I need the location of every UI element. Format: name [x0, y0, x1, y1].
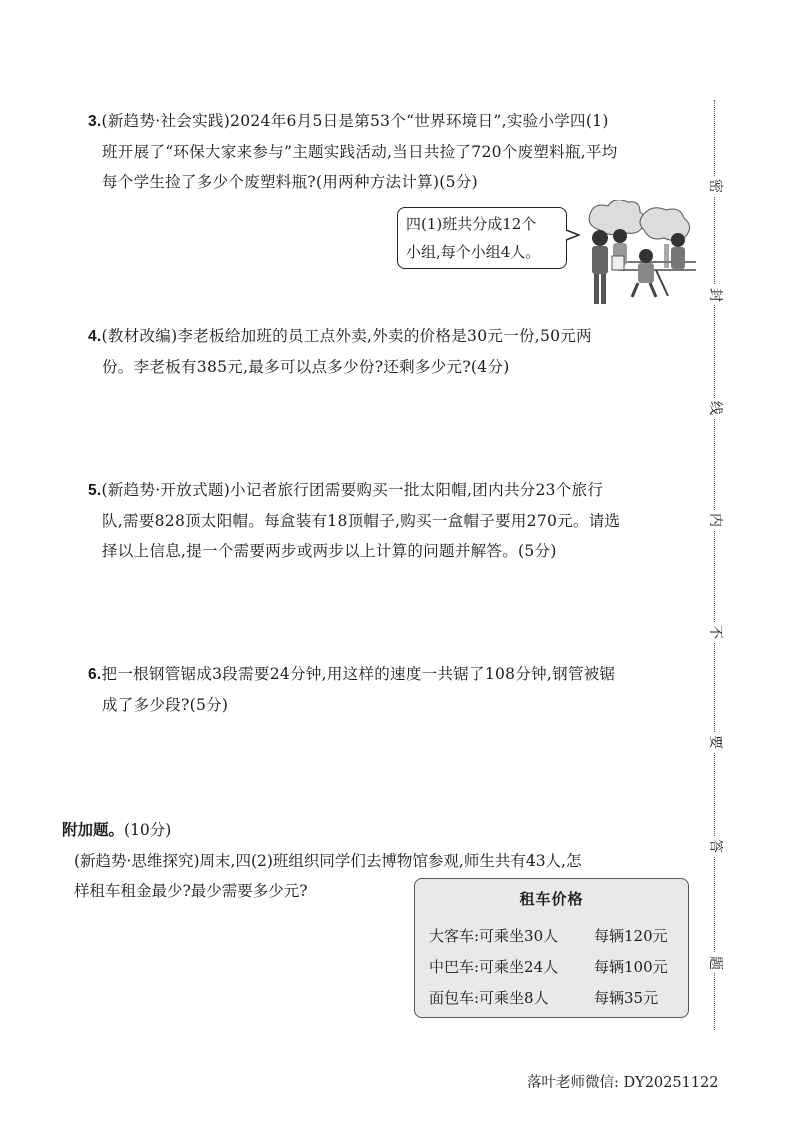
vehicle-fee: 每辆35元: [594, 989, 659, 1007]
binding-char: 内: [704, 510, 726, 530]
question-text-line: (新趋势·开放式题)小记者旅行团需要购买一批太阳帽,团内共分23个旅行: [101, 481, 604, 499]
binding-margin: [700, 100, 730, 1030]
question-6: [88, 659, 698, 720]
question-3: [88, 106, 698, 197]
question-text-line: 班开展了“环保大家来参与”主题实践活动,当日共捡了720个废塑料瓶,平均: [102, 143, 618, 161]
vehicle-fee: 每辆100元: [594, 958, 668, 976]
bonus-points: (10分): [124, 821, 172, 839]
question-text-line: 择以上信息,提一个需要两步或两步以上计算的问题并解答。(5分): [102, 542, 557, 560]
price-row: [429, 956, 668, 977]
question-text-line: (新趋势·思维探究)周末,四(2)班组织同学们去博物馆参观,师生共有43人,怎: [74, 852, 582, 870]
question-5: [88, 475, 698, 566]
binding-dotted-line: [714, 100, 715, 1030]
binding-char: 要: [704, 732, 726, 752]
question-number: 6.: [88, 666, 102, 683]
bonus-heading: [62, 818, 171, 840]
binding-char: 不: [704, 622, 726, 642]
question-text-line: (教材改编)李老板给加班的员工点外卖,外卖的价格是30元一份,50元两: [101, 327, 592, 345]
binding-char: 题: [704, 953, 726, 973]
question-text-line: (新趋势·社会实践)2024年6月5日是第53个“世界环境日”,实验小学四(1): [101, 112, 609, 130]
price-row: [429, 987, 659, 1008]
price-table-title: 租车价格: [519, 890, 584, 908]
bubble-text-line: 四(1)班共分成12个: [406, 215, 537, 233]
vehicle-capacity: 大客车:可乘坐30人: [429, 927, 559, 945]
question-text-line: 把一根钢管锯成3段需要24分钟,用这样的速度一共锯了108分钟,钢管被锯: [101, 665, 616, 683]
question-4: [88, 321, 698, 382]
students-cleanup-illustration: [578, 200, 696, 310]
binding-char: 封: [704, 285, 726, 305]
bonus-title: 附加题。: [62, 821, 125, 839]
speech-bubble: [397, 207, 567, 269]
vehicle-capacity: 面包车:可乘坐8人: [429, 989, 549, 1007]
question-text-line: 每个学生捡了多少个废塑料瓶?(用两种方法计算)(5分): [102, 173, 478, 191]
question-text-line: 份。李老板有385元,最多可以点多少份?还剩多少元?(4分): [102, 358, 510, 376]
vehicle-capacity: 中巴车:可乘坐24人: [429, 958, 559, 976]
footer-contact: 落叶老师微信: DY20251122: [527, 1075, 719, 1091]
price-row: [429, 925, 668, 946]
question-number: 3.: [88, 113, 102, 130]
binding-char: 答: [704, 836, 726, 856]
question-number: 4.: [88, 328, 102, 345]
bubble-text-line: 小组,每个小组4人。: [406, 243, 541, 261]
binding-char: 密: [704, 176, 726, 196]
question-text-line: 成了多少段?(5分): [102, 696, 229, 714]
vehicle-fee: 每辆120元: [594, 927, 668, 945]
binding-char: 线: [704, 398, 726, 418]
question-text-line: 样租车租金最少?最少需要多少元?: [74, 882, 308, 900]
question-text-line: 队,需要828顶太阳帽。每盒装有18顶帽子,购买一盒帽子要用270元。请选: [102, 512, 621, 530]
rental-price-table: [414, 878, 689, 1018]
question-number: 5.: [88, 482, 102, 499]
